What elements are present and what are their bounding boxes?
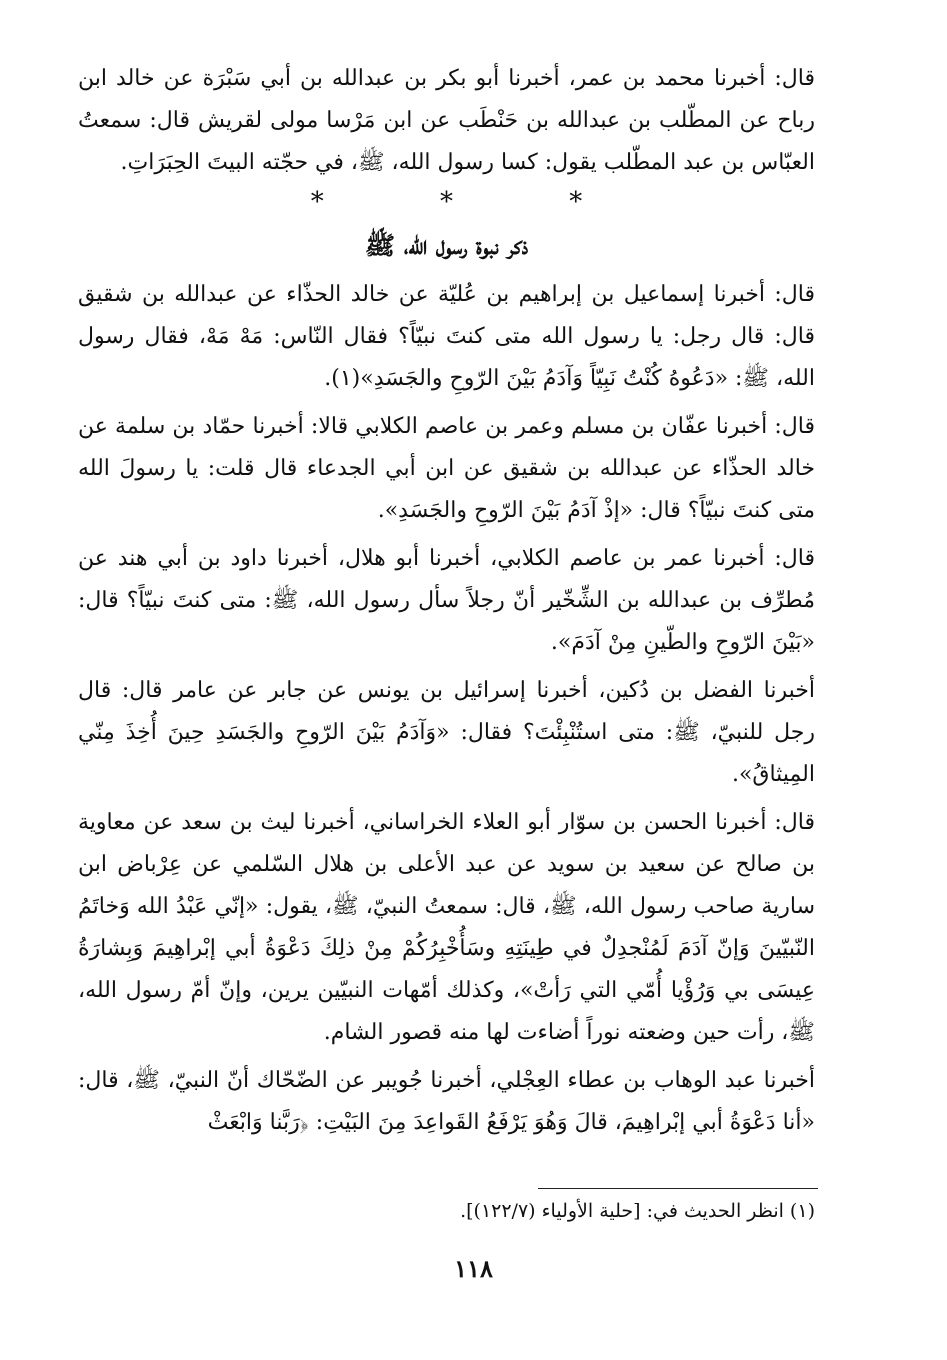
paragraph-abbas-kiswa: قال: أخبرنا محمد بن عمر، أخبرنا أبو بكر بن عبدالله بن أبي سَبْرَة عن خالد ابن رباح عن المطّلب بن عبدالله بن حَنْطَب عن ابن مَرْسا مولى لقريش قال: سمعتُ العبّاس بن عبد المطّلب يقول: كسا رسول الله، ﷺ، في حجّته البيتَ الحِبَرَاتِ. bbox=[78, 66, 815, 175]
paragraph-hadith-5: قال: أخبرنا الحسن بن سوّار أبو العلاء الخراساني، أخبرنا ليث بن سعد عن معاوية بن صالح عن سعيد بن سويد عن عبد الأعلى بن هلال السّلمي عن عِرْباض ابن سارية صاحب رسول الله، ﷺ، قال: سمعتُ النبيّ، ﷺ، يقول: «إنّي عَبْدُ الله وَخاتَمُ النّبيّينَ وَإنّ آدَمَ لَمُنْجدِلٌ في طِينَتِهِ وسَأُخْبِرُكُمْ مِنْ ذلِكَ دَعْوَةُ أبي إبْراهِيمَ وَبِشارَةُ عِيسَى بي وَرُؤْيا أُمّي التي رَأتْ»، وكذلك أمّهات النبيّين يرين، وإنّ أمّ رسول الله، ﷺ، رأت حين وضعته نوراً أضاءت لها منه قصور الشام. bbox=[78, 810, 815, 1045]
main-text bbox=[78, 58, 815, 1144]
footnote-divider bbox=[538, 1188, 818, 1189]
section-separator: * * * bbox=[310, 187, 637, 217]
paragraph-hadith-3: قال: أخبرنا عمر بن عاصم الكلابي، أخبرنا أبو هلال، أخبرنا داود بن أبي هند عن مُطرِّف بن عبدالله بن الشِّخّير أنّ رجلاً سأل رسول الله، ﷺ: متى كنتَ نبيّاً؟ قال: «بَيْنَ الرّوحِ والطّينِ مِنْ آدَمَ». bbox=[78, 546, 815, 655]
footnote: (١) انظر الحديث في: [حلية الأولياء (١٢٢/٧)]. bbox=[460, 1200, 815, 1222]
page-number: ١١٨ bbox=[454, 1254, 493, 1283]
section-title: ذكر نبوة رسول الله، ﷺ bbox=[364, 231, 529, 260]
paragraph-hadith-4: أخبرنا الفضل بن دُكين، أخبرنا إسرائيل بن يونس عن جابر عن عامر قال: قال رجل للنبيّ، ﷺ: متى استُنْبِئْتَ؟ فقال: «وَآدَمُ بَيْنَ الرّوحِ والجَسَدِ حِينَ أُخِذَ مِنّي المِيثاقُ». bbox=[78, 678, 815, 787]
paragraph-hadith-2: قال: أخبرنا عفّان بن مسلم وعمر بن عاصم الكلابي قالا: أخبرنا حمّاد بن سلمة عن خالد الحذّاء عن عبدالله بن شقيق عن ابن أبي الجدعاء قال قلت: يا رسولَ الله متى كنتَ نبيّاً؟ قال: «إذْ آدَمُ بَيْنَ الرّوحِ والجَسَدِ». bbox=[78, 414, 815, 523]
paragraph-hadith-1: قال: أخبرنا إسماعيل بن إبراهيم بن عُليّة عن خالد الحذّاء عن عبدالله بن شقيق قال: قال رجل: يا رسول الله متى كنتَ نبيّاً؟ فقال النّاس: مَهْ مَهْ، فقال رسول الله، ﷺ: «دَعُوهُ كُنْتُ نَبِيّاً وَآدَمُ بَيْنَ الرّوحِ والجَسَدِ»(١). bbox=[78, 282, 815, 391]
paragraph-hadith-6: أخبرنا عبد الوهاب بن عطاء العِجْلي، أخبرنا جُويبر عن الضّحّاك أنّ النبيّ، ﷺ، قال: «أنا دَعْوَةُ أبي إبْراهِيمَ، قالَ وَهُوَ يَرْفَعُ القَواعِدَ مِنَ البَيْتِ: ﴿رَبَّنا وَابْعَثْ bbox=[78, 1068, 815, 1135]
